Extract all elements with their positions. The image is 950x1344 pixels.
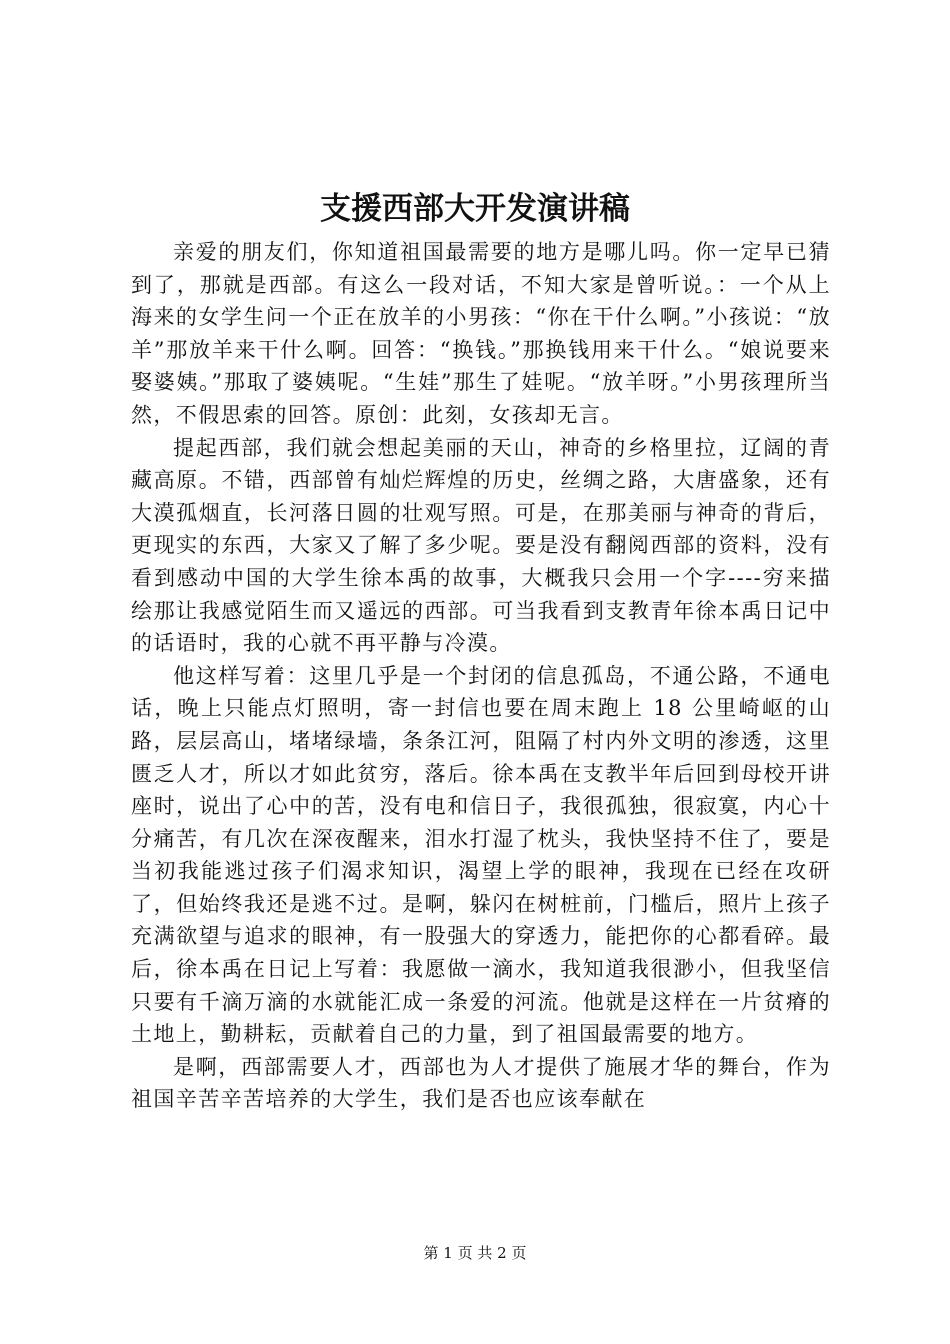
document-body	[131, 236, 831, 1116]
paragraph-4: 是啊，西部需要人才，西部也为人才提供了施展才华的舞台，作为祖国辛苦辛苦培养的大学生，我们是否也应该奉献在	[131, 1054, 831, 1112]
paragraph-2: 提起西部，我们就会想起美丽的天山，神奇的乡格里拉，辽阔的青藏高原。不错，西部曾有灿烂辉煌的历史，丝绸之路，大唐盛象，还有大漠孤烟直，长河落日圆的壮观写照。可是，在那美丽与神奇的背后，更现实的东西，大家又了解了多少呢。要是没有翻阅西部的资料，没有看到感动中国的大学生徐本禹的故事，大概我只会用一个字----穷来描绘那让我感觉陌生而又遥远的西部。可当我看到支教青年徐本禹日记中的话语时，我的心就不再平静与冷漠。	[131, 435, 831, 656]
document-title: 支援西部大开发演讲稿	[320, 191, 630, 227]
paragraph-1: 亲爱的朋友们，你知道祖国最需要的地方是哪儿吗。你一定早已猜到了，那就是西部。有这么一段对话，不知大家是曾听说。：一个从上海来的女学生问一个正在放羊的小男孩：“你在干什么啊。”小孩说：“放羊”那放羊来干什么啊。回答：“换钱。”那换钱用来干什么。“娘说要来娶婆姨。”那取了婆姨呢。“生娃”那生了娃呢。“放羊呀。”小男孩理所当然，不假思索的回答。原创：此刻，女孩却无言。	[131, 240, 831, 427]
page-footer: 第 1 页 共 2 页	[423, 1244, 527, 1262]
paragraph-3: 他这样写着：这里几乎是一个封闭的信息孤岛，不通公路，不通电话，晚上只能点灯照明，寄一封信也要在周末跑上 18 公里崎岖的山路，层层高山，堵堵绿墙，条条江河，阻隔了村内外文明的渗透，这里匮乏人才，所以才如此贫穷，落后。徐本禹在支教半年后回到母校开讲座时，说出了心中的苦，没有电和信日子，我很孤独，很寂寞，内心十分痛苦，有几次在深夜醒来，泪水打湿了枕头，我快坚持不住了，要是当初我能逃过孩子们渴求知识，渴望上学的眼神，我现在已经在攻研了，但始终我还是逃不过。是啊，躲闪在树桩前，门槛后，照片上孩子充满欲望与追求的眼神，有一股强大的穿透力，能把你的心都看碎。最后，徐本禹在日记上写着：我愿做一滴水，我知道我很渺小，但我坚信只要有千滴万滴的水就能汇成一条爱的河流。他就是这样在一片贫瘠的土地上，勤耕耘，贡献着自己的力量，到了祖国最需要的地方。	[131, 663, 831, 1047]
